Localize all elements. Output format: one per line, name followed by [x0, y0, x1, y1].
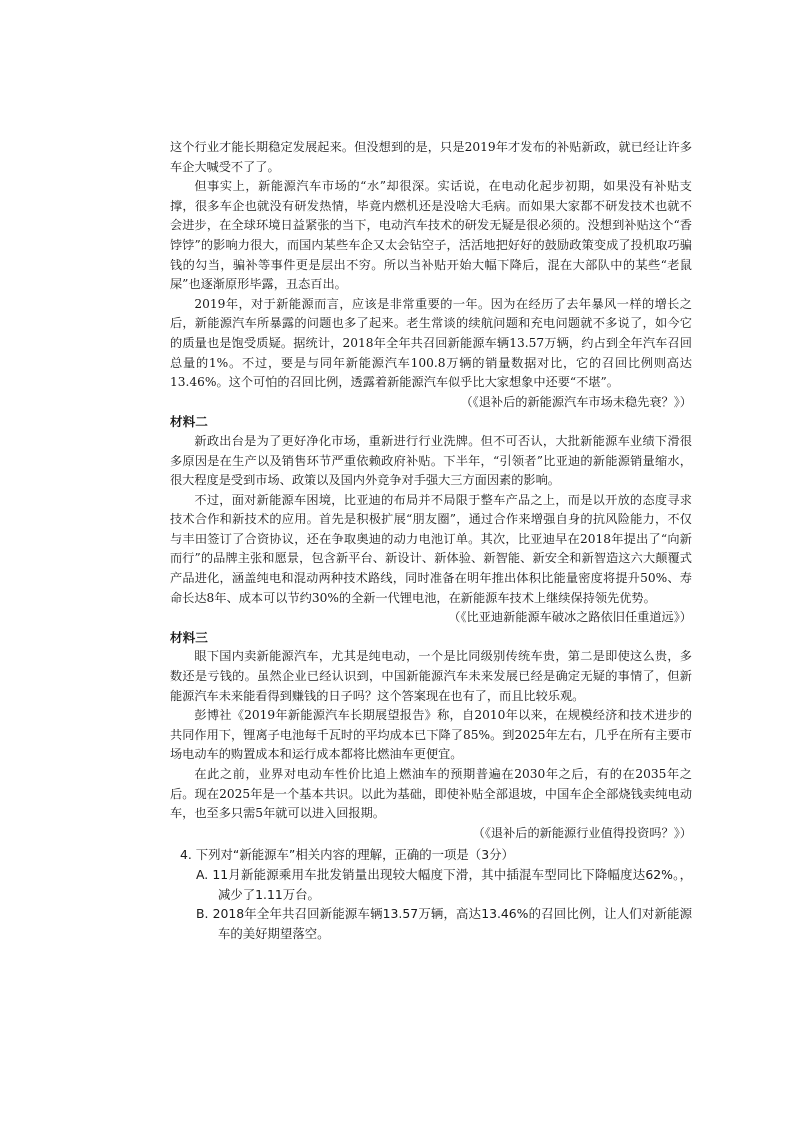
- material2-source: （《比亚迪新能源车破冰之路依旧任重道远》）: [448, 610, 692, 625]
- material2-heading: 材料二: [170, 414, 208, 430]
- material1-source: （《退补后的新能源汽车市场未稳先衰？》）: [460, 394, 692, 409]
- material2-paragraph-1: 新政出台是为了更好净化市场，重新进行行业洗牌。但不可否认，大批新能源车业绩下滑很多原因是在生产以及销售环节严重依赖政府补贴。下半年，“引领者”比亚迪的新能源销量缩水，很大程度是受到市场、政策以及国内外竞争对手强大三方面因素的影响。: [170, 433, 692, 488]
- material3-source: （《退补后的新能源行业值得投资吗？》）: [472, 825, 692, 840]
- question-4-option-b: B. 2018年全年共召回新能源车辆13.57万辆，高达13.46%的召回比例，让人们对新能源车的美好期望落空。: [196, 906, 692, 941]
- material3-paragraph-2: 彭博社《2019年新能源汽车长期展望报告》称，自2010年以来，在规模经济和技术进步的共同作用下，锂离子电池每千瓦时的平均成本已下降了85%。到2025年左右，几乎在所有主要市场电动车的购置成本和运行成本都将比燃油车更便宜。: [170, 708, 692, 762]
- material1-paragraph-0: 这个行业才能长期稳定发展起来。但没想到的是，只是2019年才发布的补贴新政，就已经让许多车企大喊受不了了。: [170, 140, 692, 174]
- material1-paragraph-1: 但事实上，新能源汽车市场的“水”却很深。实话说，在电动化起步初期，如果没有补贴支撑，很多车企也就没有研发热情，毕竟内燃机还是没啥大毛病。而如果大家都不研发技术也就不会进步，在全球环境日益紧张的当下，电动汽车技术的研发无疑是很必须的。没想到补贴这个“香饽饽”的影响力很大，而国内某些车企又太会钻空子，活活地把好好的鼓励政策变成了投机取巧骗钱的勾当，骗补等事件更是层出不穷。所以当补贴开始大幅下降后，混在大部队中的某些“老鼠屎”也逐渐原形毕露，丑态百出。: [170, 179, 692, 292]
- material1-paragraph-2: 2019年，对于新能源而言，应该是非常重要的一年。因为在经历了去年暴风一样的增长之后，新能源汽车所暴露的问题也多了起来。老生常谈的续航问题和充电问题就不多说了，如今它的质量也是饱受质疑。据统计，2018年全年共召回新能源车辆13.57万辆，约占到全年汽车召回总量的1%。不过，要是与同年新能源汽车100.8万辆的销量数据对比，它的召回比例则高达13.46%。这个可怕的召回比例，透露着新能源汽车似乎比大家想象中还要“不堪”。: [170, 296, 692, 390]
- question-4-stem: 4. 下列对“新能源车”相关内容的理解，正确的一项是（3分）: [180, 847, 514, 863]
- material2-paragraph-2: 不过，面对新能源车困境，比亚迪的布局并不局限于整车产品之上，而是以开放的态度寻求技术合作和新技术的应用。首先是积极扩展“朋友圈”，通过合作来增强自身的抗风险能力，不仅与丰田签订了合资协议，还在争取奥迪的动力电池订单。其次，比亚迪早在2018年提出了“向新而行”的品牌主张和愿景，包含新平台、新设计、新体验、新智能、新安全和新智造这六大颠覆式产品进化，涵盖纯电和混动两种技术路线，同时准备在明年推出体积比能量密度将提升50%、寿命长达8年、成本可以节约30%的全新一代锂电池，在新能源车技术上继续保持领先优势。: [170, 492, 692, 605]
- material3-heading: 材料三: [170, 629, 208, 645]
- material3-paragraph-3: 在此之前，业界对电动车性价比追上燃油车的预期普遍在2030年之后，有的在2035年之后。现在2025年是一个基本共识。以此为基础，即使补贴全部退坡，中国车企全部烧钱卖纯电动车，也至多只需5年就可以进入回报期。: [170, 767, 692, 821]
- material3-paragraph-1: 眼下国内卖新能源汽车，尤其是纯电动，一个是比同级别传统车贵，第二是即使这么贵，多数还是亏钱的。虽然企业已经认识到，中国新能源汽车未来发展已经是确定无疑的事情了，但新能源汽车未来能看得到赚钱的日子吗？这个答案现在也有了，而且比较乐观。: [170, 649, 692, 703]
- question-4-option-a: A. 11月新能源乘用车批发销量出现较大幅度下滑，其中插混车型同比下降幅度达62%。，减少了1.11万台。: [196, 866, 692, 902]
- exam-page: [170, 138, 692, 943]
